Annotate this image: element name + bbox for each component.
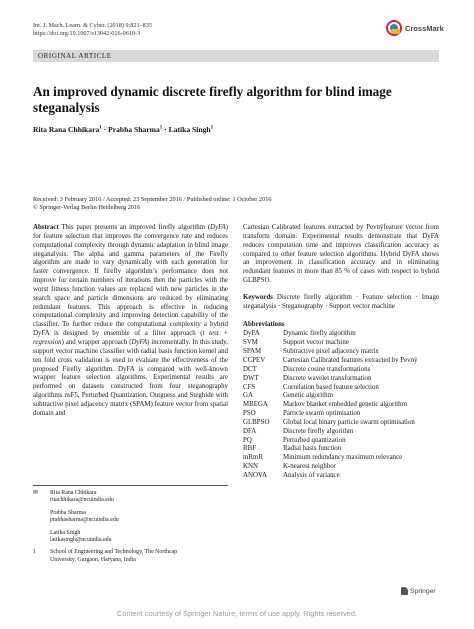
abbreviation-row: [243, 339, 439, 348]
author-name[interactable]: Prabha Sharma: [108, 125, 160, 134]
abbreviation-definition: Radial basis function: [283, 445, 342, 453]
abbreviation-row: [243, 454, 439, 463]
abbreviation-term: RBF: [243, 445, 257, 453]
abbreviation-term: DyFA: [243, 330, 260, 338]
abbreviation-term: KNN: [243, 463, 258, 471]
abbreviations-table: [243, 330, 439, 480]
abbreviation-definition: K-nearest neighbor: [283, 463, 336, 471]
abbreviation-term: PQ: [243, 436, 252, 444]
abstract-text: ) for feature selection that improves the convergence rate and reduces computational complexity through dynamic adaptation in blind image steganalysis. The alpha and gamma parameters of the Firefly algorithm are made to vary dynamically with each generation for faster convergence. If firefly algorithm’s performance does not improve for certain numbers of iterations then the particles with the worst fitness function values are replaced with new particles in the search space and particle dimensions are reduced by eliminating redundant features. This approach is effective in reducing computational complexity and improving detection capability of the classifier. To further reduce the computational complexity a hybrid DyFA is designed by ensemble of a filter approach (: [33, 224, 228, 338]
abbreviation-term: ANOVA: [243, 471, 267, 479]
doi-link[interactable]: https://doi.org/10.1007/s13042-016-0610-3: [33, 30, 141, 38]
abbreviation-definition: Dynamic firefly algorithm: [283, 330, 356, 338]
history-dates: Received: 3 February 2016 / Accepted: 23 September 2016 / Published online: 1 October 2016: [33, 196, 272, 203]
abbreviation-definition: Analysis of variance: [283, 471, 340, 479]
abbreviation-term: mRmR: [243, 454, 263, 462]
abstract-text: ) incrementally. In this study, support vector machine classifier with radial basis function kernel and ten fold cross validation is used to evaluate the effectiveness of the proposed Firefly algorithm. DyFA is compared with well-known wrapper feature selection algorithms. Experimental results are performed on datasets constructed from four steganography algorithms nsF5, Perturbed Quantization, Outguess and Steghide with subtractive pixel adjacency matrix (SPAM) feature vector from spatial domain and: [33, 338, 228, 417]
abbreviation-term: DCT: [243, 365, 257, 373]
affiliation-mark: 1: [210, 125, 214, 131]
journal-header: [33, 22, 152, 39]
contact-name: Latika Singh: [50, 529, 81, 536]
crossmark-icon: [386, 20, 402, 36]
abbreviation-row: [243, 472, 439, 481]
crossmark-label: CrossMark: [405, 23, 444, 33]
abbreviation-term: MBEGA: [243, 401, 268, 409]
institution-line: University, Gurgaon, Haryana, India: [50, 556, 136, 563]
publication-dates: [33, 196, 272, 212]
abbreviation-term: DWT: [243, 374, 259, 382]
abbreviation-definition: Subtractive pixel adjacency matrix: [283, 348, 379, 356]
abbreviation-row: [243, 375, 439, 384]
abstract-emphasis: DyFA: [131, 338, 148, 346]
affiliation-mark: 1: [33, 549, 36, 556]
keywords: [243, 294, 439, 312]
courtesy-notice: Content courtesy of Springer Nature, terms of use apply. Rights reserved.: [116, 609, 358, 618]
journal-citation: Int. J. Mach. Learn. & Cyber. (2018) 9:821–835: [33, 22, 152, 29]
abbreviation-term: SVM: [243, 339, 258, 347]
abbreviation-row: [243, 392, 439, 401]
abbreviation-row: [243, 463, 439, 472]
article-title: An improved dynamic discrete firefly algorithm for blind image steganalysis: [33, 84, 392, 115]
abbreviation-definition: Global local binary particle swarm optimisation: [283, 418, 415, 426]
abbreviation-row: [243, 437, 439, 446]
abbreviation-definition: Perturbed quantization: [283, 436, 346, 444]
publisher-label: Springer: [410, 587, 436, 595]
abbreviation-definition: Discrete wavelet transformation: [283, 374, 372, 382]
abbreviation-row: [243, 419, 439, 428]
abbreviation-definition: Correlation based feature selection: [283, 383, 379, 391]
crossmark-badge[interactable]: [386, 18, 446, 38]
institution-line: School of Engineering and Technology, The Northcap: [50, 549, 178, 556]
author-name[interactable]: Latika Singh: [168, 125, 211, 134]
abbreviation-row: [243, 348, 439, 357]
abstract-continuation: Cartesian Calibrated features extracted by Pevnýfeature vector from transform domain. Experimental results demonstrate that DyFA reduces computation time and improves classification accuracy as compared to other feature selection algorithms. Hybrid DyFA shows an improvement in classification accuracy and in eliminating redundant features in more than 85 % of cases with respect to hybrid GLBPSO.: [243, 224, 439, 285]
abbreviation-row: [243, 410, 439, 419]
abbreviations-title: Abbreviations: [243, 320, 285, 328]
author-separator: ·: [162, 125, 169, 134]
article-type: ORIGINAL ARTICLE: [38, 51, 112, 60]
abbreviation-row: [243, 330, 439, 339]
abbreviation-definition: Particle swarm optimisation: [283, 410, 361, 418]
abbreviation-row: [243, 357, 439, 366]
keywords-text: Discrete firefly algorithm · Feature selection · Image steganalysis · Steganography · Support vector machine: [243, 293, 439, 310]
abbreviation-row: [243, 445, 439, 454]
abbreviations-body: [243, 330, 439, 480]
contact-email[interactable]: ritachhikara@ncuindia.edu: [50, 497, 114, 504]
abbreviation-definition: Minimum redundancy maximum relevance: [283, 454, 403, 462]
contact-email[interactable]: prabhasharma@ncuindia.edu: [50, 517, 119, 524]
abbreviation-term: CCPEV: [243, 356, 266, 364]
abstract-text: ) and wrapper approach (: [61, 338, 132, 346]
contact-name: Prabha Sharma: [50, 509, 86, 516]
abbreviation-term: DFA: [243, 427, 257, 435]
abbreviation-row: [243, 366, 439, 375]
keywords-label: Keywords: [243, 293, 273, 301]
affiliation-mark: 1: [159, 125, 163, 131]
right-column: [243, 224, 439, 481]
abstract-label: Abstract: [33, 224, 59, 231]
contact-name: Rita Rana Chhikara: [50, 490, 97, 496]
author-name[interactable]: Rita Rana Chhikara: [33, 125, 100, 134]
abbreviation-row: [243, 428, 439, 437]
abbreviation-row: [243, 384, 439, 393]
abbreviation-definition: Markov blanket embedded genetic algorithm: [283, 401, 407, 409]
abstract-text: This paper presents an improved firefly algorithm (: [61, 224, 211, 231]
abstract: [33, 224, 228, 419]
abbreviation-definition: Discrete firefly algorithm: [283, 427, 354, 435]
abbreviation-term: SPAM: [243, 348, 262, 356]
abbreviation-definition: Cartesian Calibrated features extracted by Pevný: [283, 356, 418, 364]
envelope-icon: ✉: [33, 490, 38, 496]
author-separator: ·: [101, 125, 109, 134]
abbreviation-definition: Genetic algorithm: [283, 392, 333, 400]
springer-horse-icon: [401, 587, 408, 595]
abbreviation-term: GA: [243, 392, 253, 400]
contact-email[interactable]: latikasingh@ncuindia.edu: [50, 537, 112, 544]
footnote-rule: [33, 485, 228, 486]
author-affiliations: [33, 490, 228, 564]
abbreviation-term: CFS: [243, 383, 256, 391]
abbreviation-definition: Discrete cosine transformations: [283, 365, 371, 373]
copyright-line: © Springer-Verlag Berlin Heidelberg 2016: [33, 204, 141, 211]
abbreviation-term: PSO: [243, 410, 256, 418]
abbreviation-definition: Support vector machine: [283, 339, 349, 347]
springer-logo: [401, 587, 436, 595]
author-list: [33, 125, 213, 134]
abbreviation-term: GLBPSO: [243, 418, 270, 426]
affiliation-mark: 1: [99, 125, 102, 131]
abstract-emphasis: t test + regression: [33, 330, 228, 346]
abstract-emphasis: DyFA: [210, 224, 226, 231]
abbreviation-row: [243, 401, 439, 410]
institution: [50, 549, 177, 564]
